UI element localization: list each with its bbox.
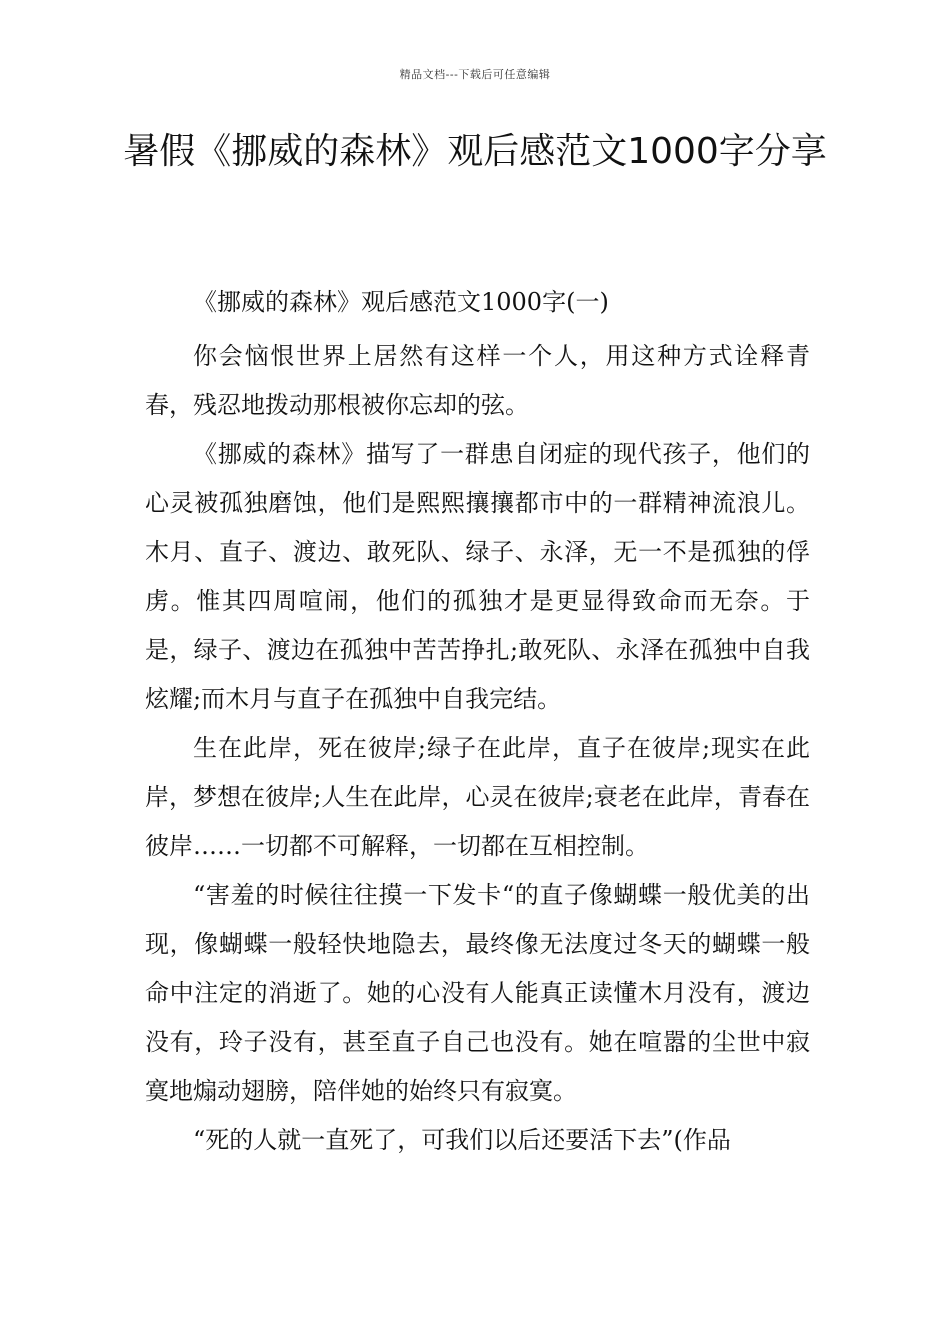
body-paragraph-3: 生在此岸，死在彼岸;绿子在此岸，直子在彼岸;现实在此岸，梦想在彼岸;人生在此岸，心灵在彼岸;衰老在此岸，青春在彼岸……一切都不可解释，一切都在互相控制。 bbox=[145, 734, 810, 860]
page-header: 精品文档---下载后可任意编辑 bbox=[399, 68, 551, 81]
document-body bbox=[145, 278, 810, 1165]
body-paragraph-2: 《挪威的森林》描写了一群患自闭症的现代孩子，他们的心灵被孤独磨蚀，他们是熙熙攘攘都市中的一群精神流浪儿。木月、直子、渡边、敢死队、绿子、永泽，无一不是孤独的俘虏。惟其四周喧闹，他们的孤独才是更显得致命而无奈。于是，绿子、渡边在孤独中苦苦挣扎;敢死队、永泽在孤独中自我炫耀;而木月与直子在孤独中自我完结。 bbox=[145, 440, 810, 713]
section-subheading: 《挪威的森林》观后感范文1000字(一) bbox=[193, 288, 609, 316]
body-paragraph-1: 你会恼恨世界上居然有这样一个人，用这种方式诠释青春，残忍地拨动那根被你忘却的弦。 bbox=[145, 342, 810, 419]
document-title: 暑假《挪威的森林》观后感范文1000字分享 bbox=[123, 131, 827, 172]
body-paragraph-5: “死的人就一直死了，可我们以后还要活下去”(作品 bbox=[193, 1126, 731, 1154]
body-paragraph-4: “害羞的时候往往摸一下发卡“的直子像蝴蝶一般优美的出现，像蝴蝶一般轻快地隐去，最终像无法度过冬天的蝴蝶一般命中注定的消逝了。她的心没有人能真正读懂木月没有，渡边没有，玲子没有，甚至直子自己也没有。她在喧嚣的尘世中寂寞地煽动翅膀，陪伴她的始终只有寂寞。 bbox=[145, 881, 810, 1105]
